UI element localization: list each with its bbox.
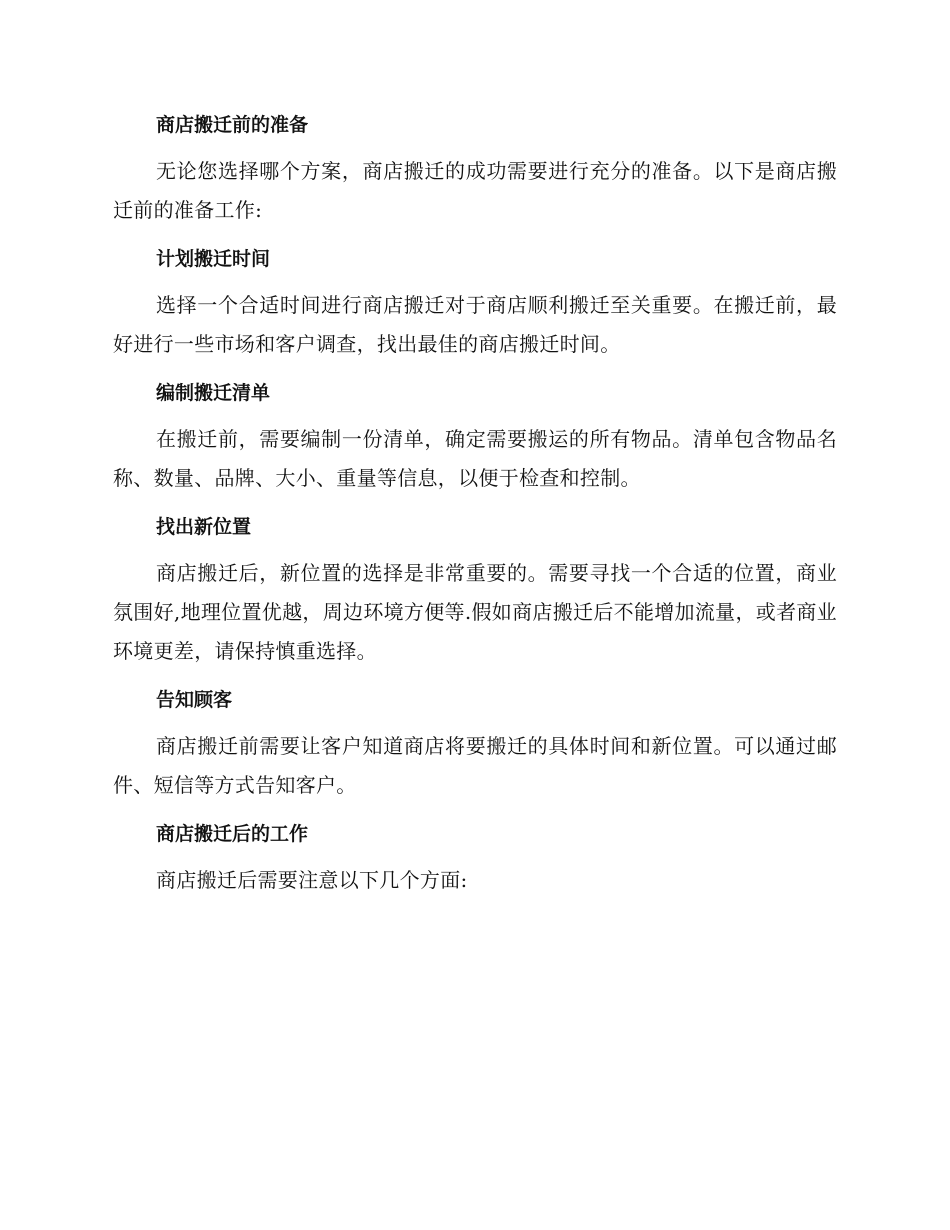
- section-heading: 找出新位置: [156, 516, 252, 538]
- section-after-move: [113, 819, 837, 900]
- section-heading: 商店搬迁后的工作: [156, 823, 309, 845]
- section-preparation: [113, 110, 837, 230]
- section-heading: 编制搬迁清单: [156, 382, 271, 404]
- section-paragraph: 选择一个合适时间进行商店搬迁对于商店顺利搬迁至关重要。在搬迁前，最好进行一些市场和客户调查，找出最佳的商店搬迁时间。: [113, 293, 837, 356]
- section-paragraph: 商店搬迁后需要注意以下几个方面:: [156, 868, 468, 892]
- section-paragraph: 商店搬迁前需要让客户知道商店将要搬迁的具体时间和新位置。可以通过邮件、短信等方式告知客户。: [113, 734, 837, 797]
- section-paragraph: 无论您选择哪个方案，商店搬迁的成功需要进行充分的准备。以下是商店搬迁前的准备工作:: [113, 159, 837, 222]
- section-new-location: [113, 512, 837, 671]
- section-paragraph: 在搬迁前，需要编制一份清单，确定需要搬运的所有物品。清单包含物品名称、数量、品牌、大小、重量等信息，以便于检查和控制。: [113, 427, 837, 490]
- section-moving-list: [113, 378, 837, 498]
- section-paragraph: 商店搬迁后，新位置的选择是非常重要的。需要寻找一个合适的位置，商业氛围好,地理位置优越，周边环境方便等.假如商店搬迁后不能增加流量，或者商业环境更差，请保持慎重选择。: [113, 561, 837, 663]
- section-heading: 商店搬迁前的准备: [156, 114, 309, 136]
- section-plan-time: [113, 244, 837, 364]
- section-heading: 告知顾客: [156, 689, 233, 711]
- section-heading: 计划搬迁时间: [156, 248, 271, 270]
- document-content: [113, 110, 837, 914]
- section-notify-customers: [113, 685, 837, 805]
